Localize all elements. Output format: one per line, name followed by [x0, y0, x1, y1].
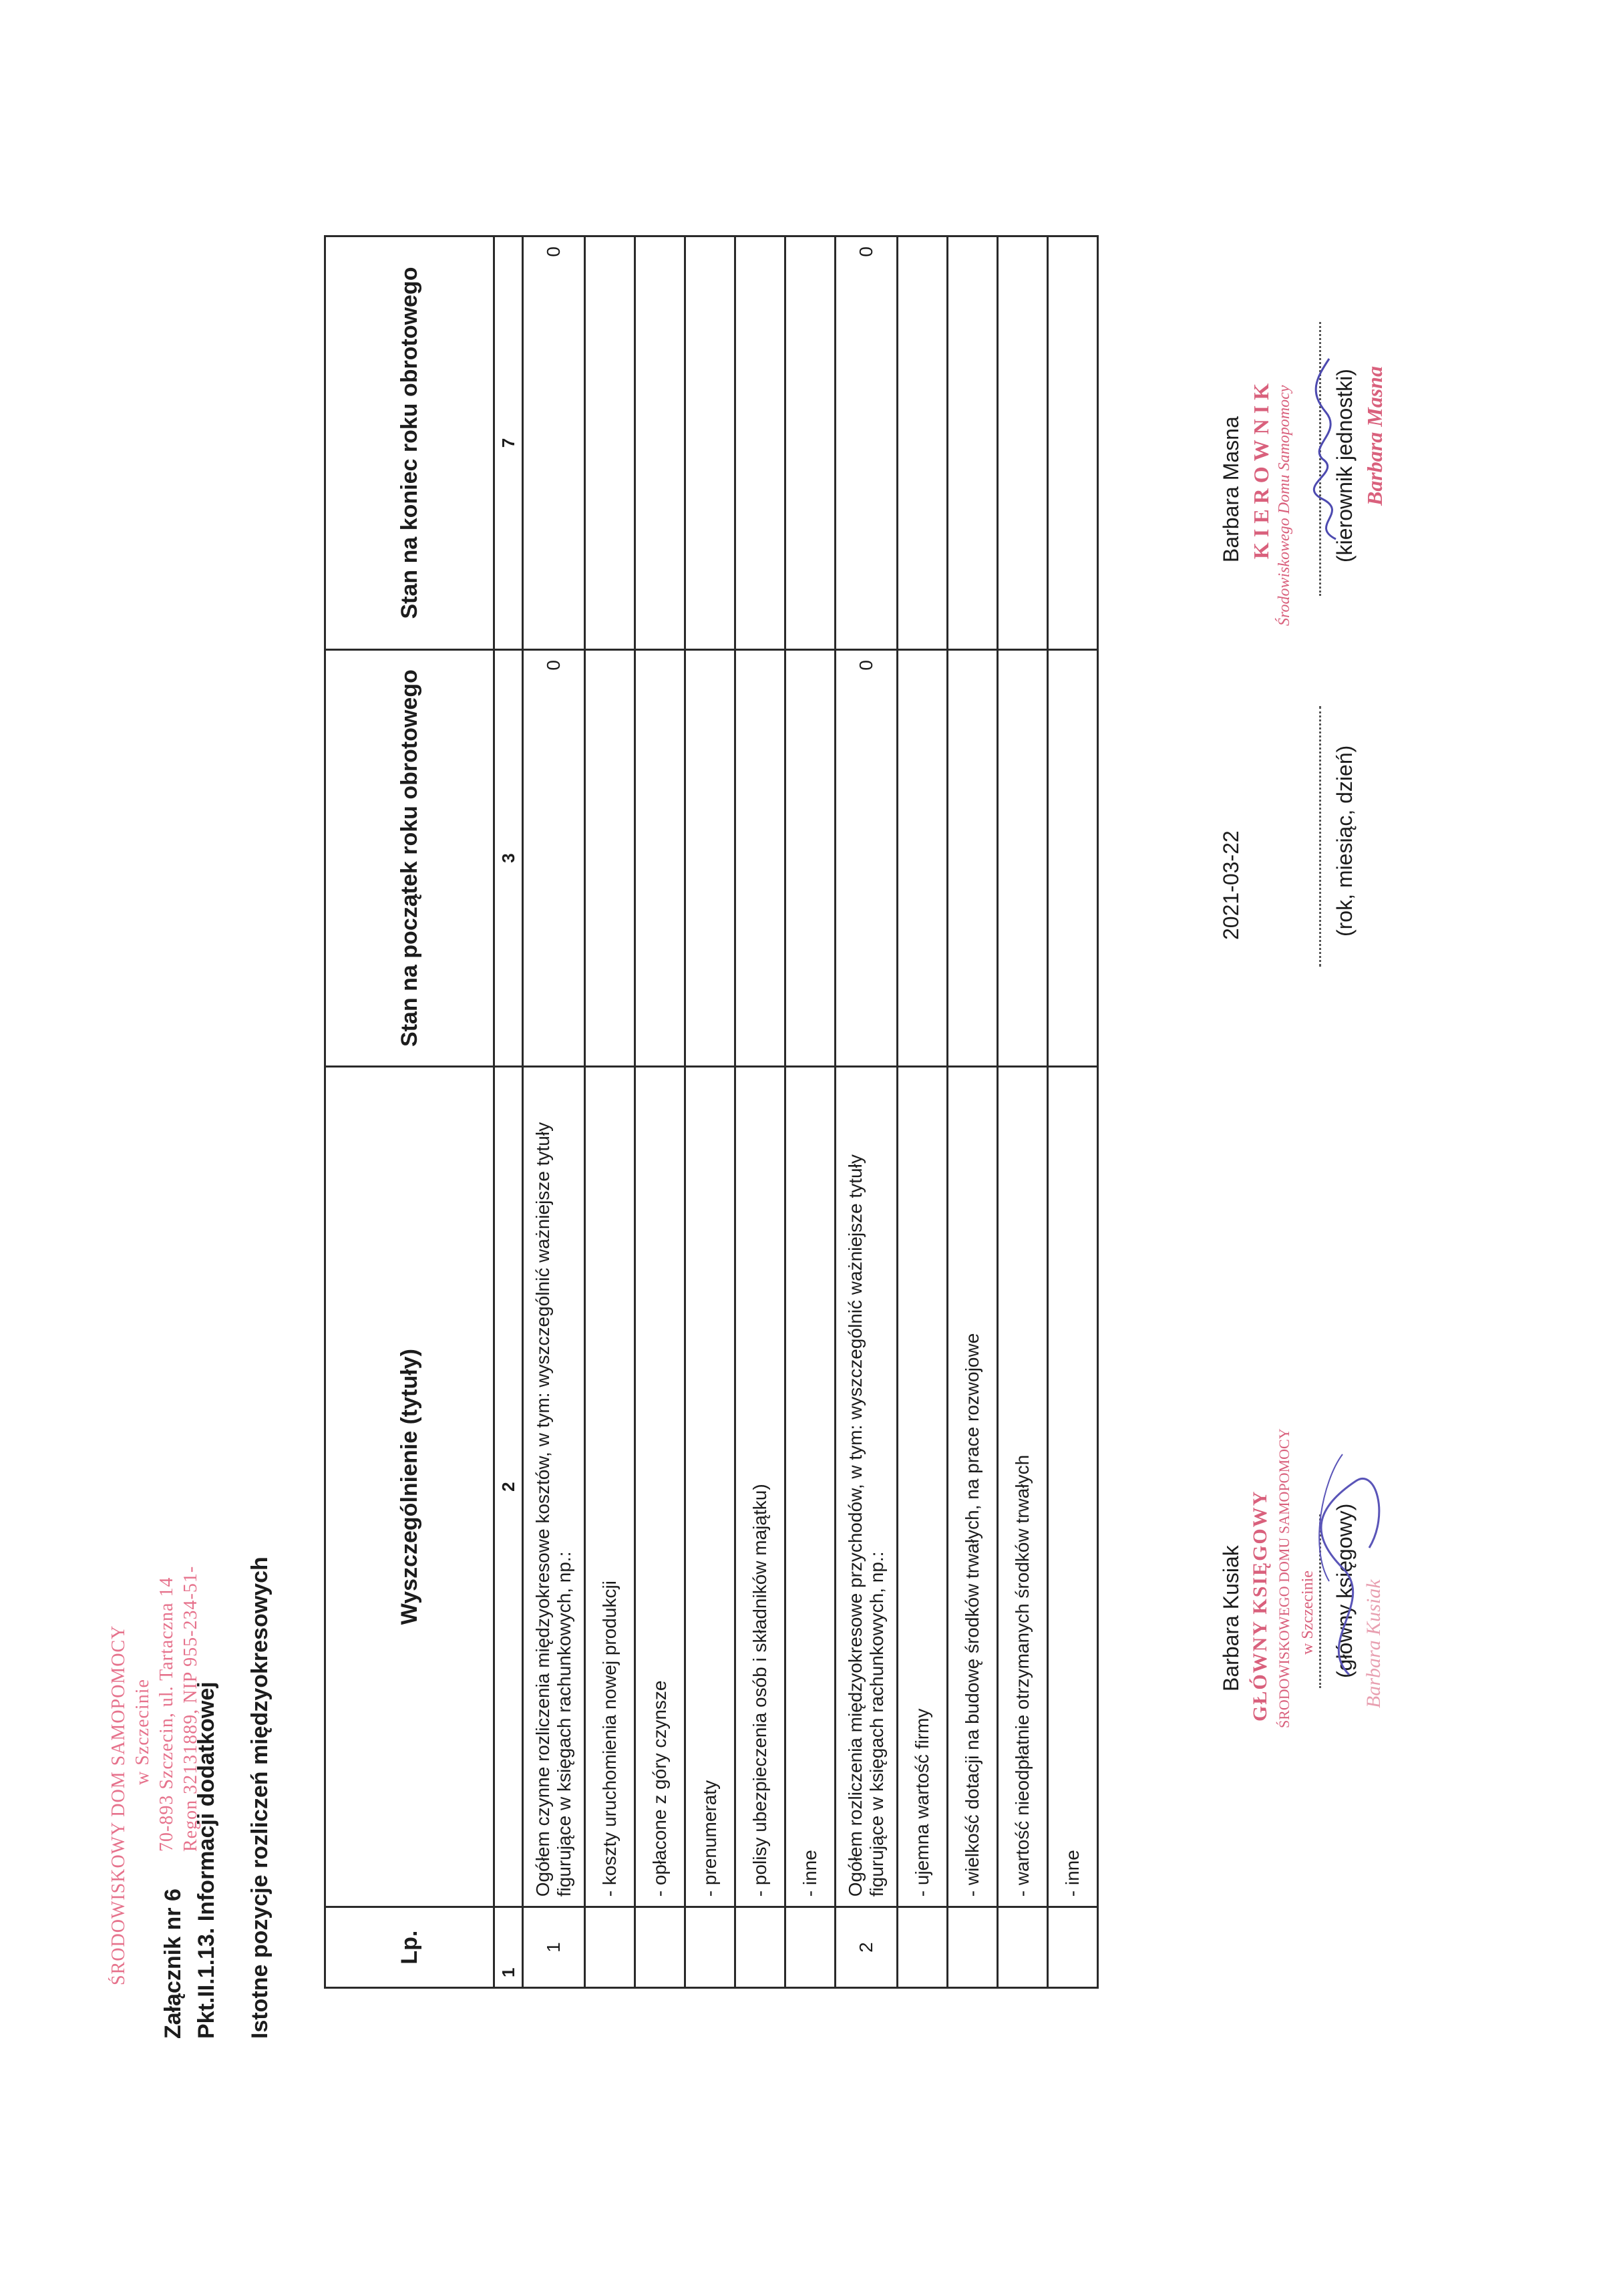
- description-cell: Ogółem czynne rozliczenia międzyokresowe kosztów, w tym: wyszczególnić ważniejsze tytuły figurujące w księgach rachunkowych, np.:: [523, 1067, 585, 1907]
- end-value-cell: [898, 236, 948, 650]
- table-row: [948, 236, 998, 1988]
- lp-cell: [948, 1907, 998, 1988]
- start-value-cell: [998, 650, 1048, 1067]
- manager-name: Barbara Masna: [1219, 416, 1243, 562]
- table-row: [635, 236, 685, 1988]
- description-cell: - wartość nieodpłatnie otrzymanych środków trwałych: [998, 1067, 1048, 1907]
- date-value: 2021-03-22: [1219, 830, 1243, 940]
- lp-cell: 2: [836, 1907, 898, 1988]
- table-row: [898, 236, 948, 1988]
- end-value-cell: [735, 236, 785, 650]
- annex-label: Załącznik nr 6: [160, 1889, 186, 2039]
- table-row: [523, 236, 585, 1988]
- start-value-cell: [1048, 650, 1098, 1067]
- page-title: Istotne pozycje rozliczeń międzyokresowych: [247, 1556, 273, 2039]
- start-value-cell: 0: [523, 650, 585, 1067]
- start-value-cell: [635, 650, 685, 1067]
- manager-signature: [1302, 345, 1356, 546]
- lp-cell: [998, 1907, 1048, 1988]
- index-cell: 7: [494, 236, 523, 650]
- manager-stamp-line: Barbara Masna: [1363, 366, 1387, 506]
- lp-cell: [1048, 1907, 1098, 1988]
- description-cell: - prenumeraty: [685, 1067, 735, 1907]
- index-cell: 2: [494, 1067, 523, 1907]
- accountant-stamp-line: w Szczecinie: [1299, 1571, 1316, 1655]
- stamp-line: w Szczecinie: [132, 1679, 153, 1785]
- description-cell: - opłacone z góry czynsze: [635, 1067, 685, 1907]
- lp-cell: [785, 1907, 836, 1988]
- index-cell: 1: [494, 1907, 523, 1988]
- description-cell: - wielkość dotacji na budowę środków trwałych, na prace rozwojowe: [948, 1067, 998, 1907]
- lp-cell: [735, 1907, 785, 1988]
- end-value-cell: [948, 236, 998, 650]
- accountant-name: Barbara Kusiak: [1219, 1545, 1243, 1691]
- table-header-row: [325, 236, 494, 1988]
- table-row: [1048, 236, 1098, 1988]
- start-value-cell: 0: [836, 650, 898, 1067]
- table-row: [685, 236, 735, 1988]
- manager-role: (kierownik jednostki): [1332, 369, 1357, 562]
- stamp-line: Regon 32131889, NIP 955-234-51-: [180, 1565, 201, 1852]
- description-cell: - inne: [785, 1067, 836, 1907]
- end-value-cell: 0: [836, 236, 898, 650]
- end-value-cell: [1048, 236, 1098, 650]
- manager-stamp-line: Środowiskowego Domu Samopomocy: [1276, 385, 1293, 626]
- end-value-cell: [635, 236, 685, 650]
- table-row: [585, 236, 635, 1988]
- header-start: Stan na początek roku obrotowego: [325, 650, 494, 1067]
- index-cell: 3: [494, 650, 523, 1067]
- header-lp: Lp.: [325, 1907, 494, 1988]
- end-value-cell: [998, 236, 1048, 650]
- date-caption: (rok, miesiąc, dzień): [1332, 745, 1357, 937]
- date-line: [1319, 706, 1321, 967]
- lp-cell: [635, 1907, 685, 1988]
- start-value-cell: [685, 650, 735, 1067]
- start-value-cell: [585, 650, 635, 1067]
- stamp-line: ŚRODOWISKOWY DOM SAMOPOMOCY: [108, 1625, 129, 1985]
- accountant-role: (główny księgowy): [1332, 1503, 1357, 1678]
- accountant-signature: [1302, 1441, 1396, 1681]
- manager-stamp-line: KIEROWNIK: [1249, 377, 1273, 559]
- start-value-cell: [735, 650, 785, 1067]
- end-value-cell: [785, 236, 836, 650]
- description-cell: - polisy ubezpieczenia osób i składników majątku): [735, 1067, 785, 1907]
- table-row: [836, 236, 898, 1988]
- end-value-cell: 0: [523, 236, 585, 650]
- start-value-cell: [898, 650, 948, 1067]
- lp-cell: 1: [523, 1907, 585, 1988]
- section-label: Pkt.II.1.13. Informacji dodatkowej: [194, 1681, 219, 2039]
- table-row: [735, 236, 785, 1988]
- header-description: Wyszczególnienie (tytuły): [325, 1067, 494, 1907]
- accountant-stamp-line: GŁÓWNY KSIĘGOWY: [1249, 1490, 1271, 1721]
- description-cell: Ogółem rozliczenia międzyokresowe przychodów, w tym: wyszczególnić ważniejsze tytuły figurujące w księgach rachunkowych, np.:: [836, 1067, 898, 1907]
- table-row: [998, 236, 1048, 1988]
- description-cell: - ujemna wartość firmy: [898, 1067, 948, 1907]
- end-value-cell: [585, 236, 635, 650]
- header-end: Stan na koniec roku obrotowego: [325, 236, 494, 650]
- start-value-cell: [785, 650, 836, 1067]
- accountant-stamp-line: Barbara Kusiak: [1363, 1579, 1385, 1708]
- table-row: [785, 236, 836, 1988]
- end-value-cell: [685, 236, 735, 650]
- start-value-cell: [948, 650, 998, 1067]
- description-cell: - koszty uruchomienia nowej produkcji: [585, 1067, 635, 1907]
- stamp-line: 70-893 Szczecin, ul. Tartaczna 14: [156, 1577, 177, 1852]
- institution-stamp: [107, 1384, 203, 1985]
- accruals-table: [324, 235, 1099, 1989]
- lp-cell: [585, 1907, 635, 1988]
- column-index-row: [494, 236, 523, 1988]
- accountant-stamp-line: ŚRODOWISKOWEGO DOMU SAMOPOMOCY: [1276, 1428, 1292, 1728]
- lp-cell: [685, 1907, 735, 1988]
- lp-cell: [898, 1907, 948, 1988]
- description-cell: - inne: [1048, 1067, 1098, 1907]
